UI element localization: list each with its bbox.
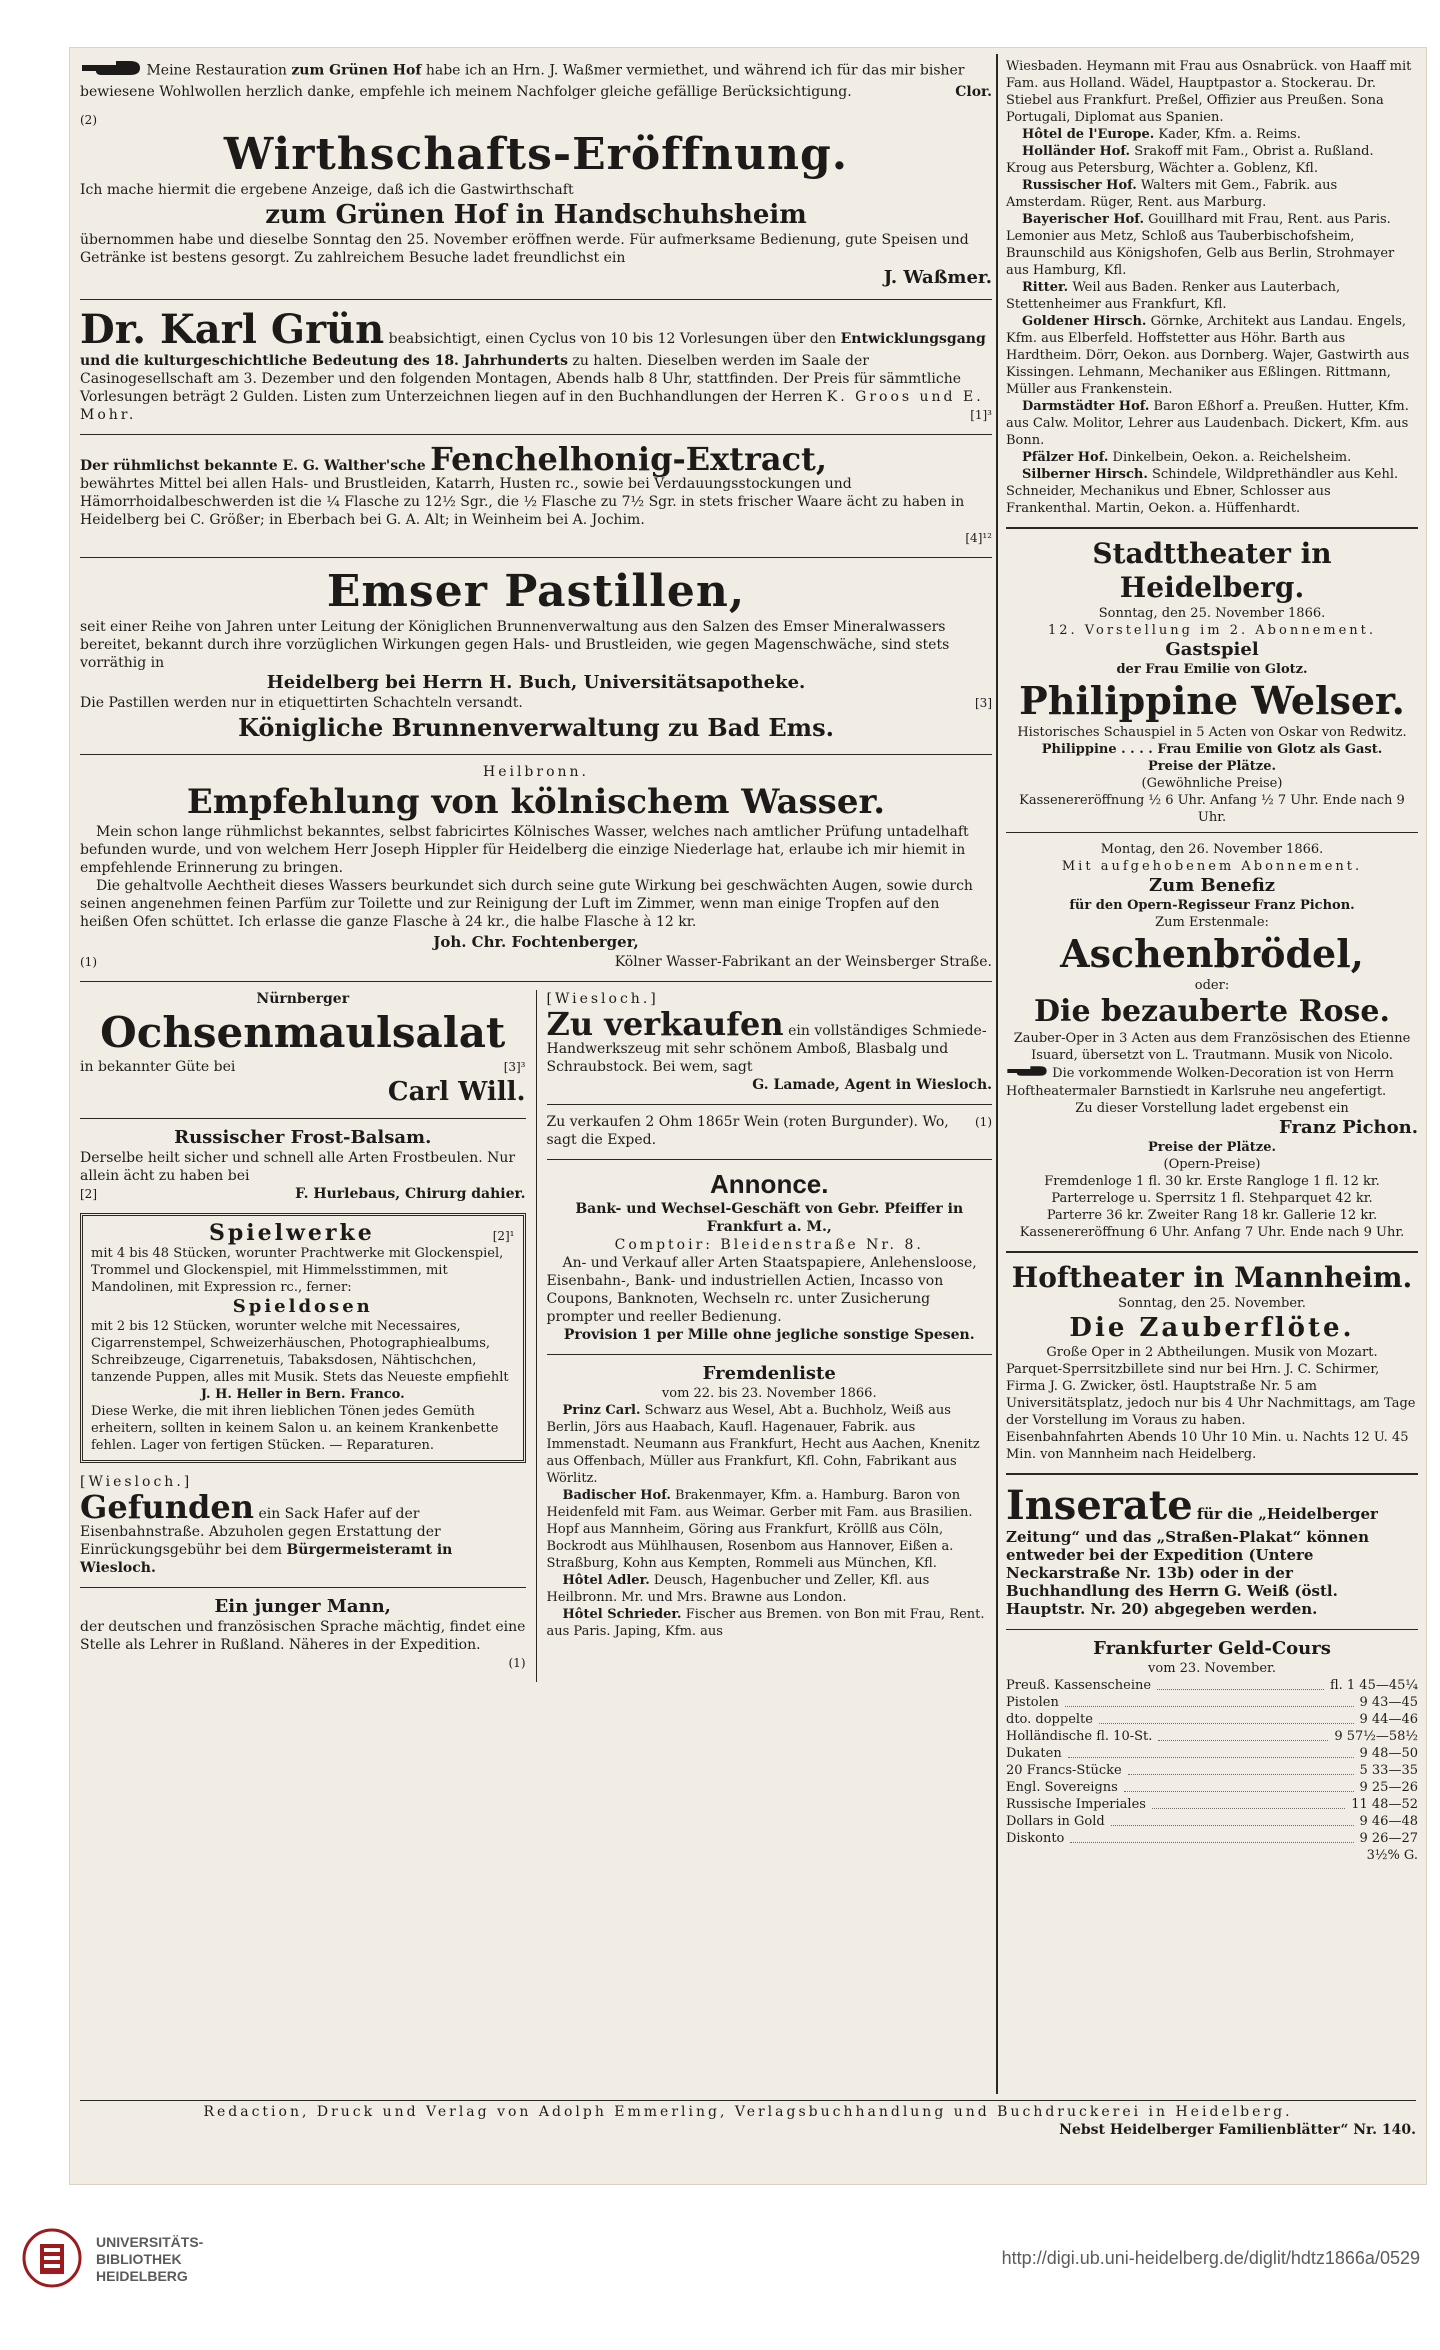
spielwerke-title: Spielwerke xyxy=(208,1220,375,1246)
university-library-logo[interactable] xyxy=(22,2228,82,2288)
frost-body: Derselbe heilt sicher und schnell alle Arten Frostbeulen. Nur allein ächt zu haben bei xyxy=(80,1150,516,1184)
hotel-guests: Dinkelbein, Oekon. a. Reichelsheim. xyxy=(1112,450,1352,465)
library-name xyxy=(96,2234,203,2285)
theater-play-2: Die bezauberte Rose. xyxy=(1034,994,1390,1029)
newspaper-page xyxy=(70,48,1426,2184)
cours-row xyxy=(1006,1830,1418,1847)
inserate-body: für die „Heidelberger Zeitung“ und das „Straßen-Plakat“ können entweder bei der Expedition (Untere Neckarstraße Nr. 13b) oder in der Buchhandlung des Herrn G. Weiß (östl. Hauptstr. Nr. 20) abgegeben werden. xyxy=(1006,1505,1378,1618)
spielwerke-seller: J. H. Heller in Bern. Franco. xyxy=(200,1387,405,1402)
cours-row xyxy=(1006,1694,1418,1711)
cours-row xyxy=(1006,1711,1418,1728)
hoftheater-play: Die Zauberflöte. xyxy=(1069,1313,1355,1343)
cours-label: Holländische fl. 10-St. xyxy=(1006,1729,1153,1744)
spielwerke-body-1: mit 4 bis 48 Stücken, worunter Prachtwerke mit Glockenspiel, Trommel und Glockenspiel, mit Himmelsstimmen, mit Mandolinen, mit Expression rc., ferner: xyxy=(91,1246,504,1295)
gefunden-title: Gefunden xyxy=(80,1488,254,1526)
hotel-name: Hôtel Adler. xyxy=(562,1573,650,1588)
cours-label: Diskonto xyxy=(1006,1831,1065,1846)
ad-tag: [2] xyxy=(80,1187,97,1201)
wirthschaft-title: Wirthschafts-Eröffnung. xyxy=(223,129,849,180)
fremdenliste-continued xyxy=(1006,58,1418,517)
separator xyxy=(1006,1473,1418,1475)
ad-tag: [3]³ xyxy=(503,1060,526,1074)
theater-invite: Zu dieser Vorstellung ladet ergebenst ein xyxy=(1075,1101,1349,1116)
frost-title: Russischer Frost-Balsam. xyxy=(174,1127,432,1148)
ad-restauration xyxy=(80,58,992,101)
ochsen-title: Ochsenmaulsalat xyxy=(100,1008,506,1057)
hotel-guests: Gouillhard mit Frau, Rent. aus Paris. Lemonier aus Metz, Schloß aus Tauberbischofsheim, Braunschild aus Königshofen, Gelb aus Berlin, Strohmayer aus Hamburg, Kfl. xyxy=(1006,212,1395,278)
ad-gefunden xyxy=(80,1473,526,1577)
annonce-body: An- und Verkauf aller Arten Staatspapiere, Anlehensloose, Eisenbahn-, Bank- und industriellen Actien, Incasso von Coupons, Banknoten, Wechseln rc. unter Zusicherung prompter und reeller Bedienung. xyxy=(546,1255,977,1325)
mann-title: Ein junger Mann, xyxy=(214,1596,391,1617)
library-line: BIBLIOTHEK xyxy=(96,2251,182,2267)
theater-play-desc: Zauber-Oper in 3 Acten aus dem Französischen des Etienne Isuard, übersetzt von L. Trautmann. Musik von Nicolo. xyxy=(1013,1031,1411,1063)
emser-body: seit einer Reihe von Jahren unter Leitung der Königlichen Brunnenverwaltung aus den Salzen des Emser Mineralwassers bereitet, bekannt durch ihre vorzüglichen Wirkungen gegen Hals- und Brustleiden, wie gegen Magenschwäche, sind stets vorräthig in xyxy=(80,619,950,671)
hoftheater-desc: Große Oper in 2 Abtheilungen. Musik von Mozart. xyxy=(1046,1345,1378,1360)
left-lower-b xyxy=(547,990,993,1682)
ad-karl-gruen xyxy=(80,308,992,424)
hotel-entry xyxy=(547,1572,993,1606)
gruen-text-2: zu halten. Dieselben werden im Saale der Casinogesellschaft am 3. Dezember und den folgenden Montagen, Abends halb 8 Uhr, stattfinden. Der Preis für sämmtliche Vorlesungen beträgt 2 Gulden. Listen zum Unterzeichnen liegen auf in den Buchhandlungen der Herren xyxy=(80,353,962,405)
fremden-title: Fremdenliste xyxy=(702,1363,836,1384)
cours-value: 3½% G. xyxy=(1366,1848,1418,1863)
hotel-name: Prinz Carl. xyxy=(562,1403,641,1418)
hotel-entry xyxy=(1006,143,1418,177)
theater-first: Zum Erstenmale: xyxy=(1155,915,1269,930)
cours-label: Dollars in Gold xyxy=(1006,1814,1105,1829)
separator xyxy=(80,754,992,755)
imprint xyxy=(80,2100,1416,2139)
cours-value: 9 25—26 xyxy=(1359,1780,1418,1795)
theater-times: Kassenereröffnung ½ 6 Uhr. Anfang ½ 7 Uhr. Ende nach 9 Uhr. xyxy=(1019,793,1405,825)
hotel-entry xyxy=(1006,398,1418,449)
hotel-name: Hôtel Schrieder. xyxy=(562,1607,682,1622)
hotel-entry xyxy=(1006,211,1418,279)
cours-value: fl. 1 45—45¼ xyxy=(1329,1678,1418,1693)
theater-cast: Philippine . . . . Frau Emilie von Glotz als Gast. xyxy=(1041,742,1383,757)
hotel-guests: Schindele, Wildprethändler aus Kehl. Schneider, Mechanikus und Ebner, Schlosser aus Frankenthal. Martin, Oekon. a. Hüffenhardt. xyxy=(1006,467,1399,516)
hoftheater-title: Hoftheater in Mannheim. xyxy=(1011,1261,1413,1294)
theater-play: Aschenbrödel, xyxy=(1060,931,1364,976)
fremden-date: vom 22. bis 23. November 1866. xyxy=(661,1386,877,1401)
hotel-guests: Deusch, Hagenbucher und Zeller, Kfl. aus Heilbronn. Mr. und Mrs. Brawne aus London. xyxy=(546,1573,930,1605)
koelnisch-signature: Joh. Chr. Fochtenberger, xyxy=(433,933,639,951)
ad-zu-verkaufen xyxy=(547,990,993,1094)
ad-tag: [4]¹² xyxy=(965,531,992,545)
cours-value: 9 46—48 xyxy=(1359,1814,1418,1829)
gruen-shops: K. Groos und E. Mohr. xyxy=(80,389,984,423)
hotel-entry xyxy=(1006,449,1418,466)
theater-price-title: Preise der Plätze. xyxy=(1147,1140,1276,1155)
spielwerke-subtitle: Spieldosen xyxy=(232,1296,373,1317)
theater-or: oder: xyxy=(1194,978,1230,993)
theater-price-sub: (Gewöhnliche Preise) xyxy=(1141,776,1283,791)
cours-row xyxy=(1006,1677,1418,1694)
theater-times: Kassenereröffnung 6 Uhr. Anfang 7 Uhr. Ende nach 9 Uhr. xyxy=(1019,1225,1405,1240)
hotel-guests: Weil aus Baden. Renker aus Lauterbach, Stettenheimer aus Frankfurt, Kfl. xyxy=(1006,280,1341,312)
cours-label: Russische Imperiales xyxy=(1006,1797,1146,1812)
gruen-text-1: beabsichtigt, einen Cyclus von 10 bis 12 Vorlesungen über den xyxy=(388,331,837,347)
ad-wein xyxy=(547,1113,993,1149)
wirthschaft-name: zum Grünen Hof in Handschuhsheim xyxy=(265,200,807,230)
hotel-guests: Kader, Kfm. a. Reims. xyxy=(1158,127,1301,142)
cours-row xyxy=(1006,1847,1418,1864)
cours-label: Preuß. Kassenscheine xyxy=(1006,1678,1152,1693)
gefunden-place: [Wiesloch.] xyxy=(80,1474,193,1490)
separator xyxy=(1006,1251,1418,1253)
pointing-hand-icon xyxy=(1006,1064,1048,1083)
hotel-name: Holländer Hof. xyxy=(1022,144,1131,159)
theater-host: Franz Pichon. xyxy=(1279,1117,1418,1138)
cours-row xyxy=(1006,1813,1418,1830)
theater-note: Die vorkommende Wolken-Decoration ist von Herrn Hoftheatermaler Barnstiedt in Karlsruhe neu angefertigt. xyxy=(1006,1066,1394,1099)
hotel-name: Bayerischer Hof. xyxy=(1022,212,1144,227)
separator xyxy=(80,1118,526,1119)
hoftheater-date: Sonntag, den 25. November. xyxy=(1118,1296,1306,1311)
theater-abo: 12. Vorstellung im 2. Abonnement. xyxy=(1047,623,1377,638)
koelnisch-body-1: Mein schon lange rühmlichst bekanntes, selbst fabricirtes Kölnisches Wasser, welches nach amtlicher Prüfung untadelhaft befunden wurde, und von welchem Herr Joseph Hippler für Heidelberg die einzige Niederlage hat, erlaube ich mir hiemit in empfehlende Erinnerung zu bringen. xyxy=(80,824,969,876)
theater-price-sub: (Opern-Preise) xyxy=(1163,1157,1261,1172)
hotel-entry xyxy=(1006,279,1418,313)
column-divider xyxy=(996,54,998,2094)
hotel-guests: Srakoff mit Fam., Obrist a. Rußland. Kroug aus Petersburg, Wächter a. Goblenz, Kfl. xyxy=(1006,144,1374,176)
emser-note: Die Pastillen werden nur in etiquettirten Schachteln versandt. xyxy=(80,695,523,711)
right-column xyxy=(1006,58,1418,1874)
inserate-title: Inserate xyxy=(1006,1482,1193,1529)
separator xyxy=(80,1587,526,1588)
hotel-entry xyxy=(1006,313,1418,398)
hoftheater xyxy=(1006,1261,1418,1463)
separator xyxy=(80,981,992,982)
geld-cours xyxy=(1006,1638,1418,1864)
column-divider xyxy=(536,990,537,1682)
cours-value: 9 43—45 xyxy=(1359,1695,1418,1710)
cours-label: dto. doppelte xyxy=(1006,1712,1093,1727)
fremden-intro: Wiesbaden. Heymann mit Frau aus Osnabrück. von Haaff mit Fam. aus Holland. Wädel, Hauptpastor a. Stockerau. Dr. Stiebel aus Frankfurt. Preßel, Offizier aus Preußen. Sona Portugali, Diplomat aus Spanien. xyxy=(1006,59,1412,125)
theater-date: Sonntag, den 25. November 1866. xyxy=(1098,606,1326,621)
ad-tag: [2]¹ xyxy=(492,1229,515,1243)
hotel-guests: Brakenmayer, Kfm. a. Hamburg. Baron von Heidenfeld mit Fam. aus Weimar. Gerber mit Fam. aus Brasilien. Hopf aus Mannheim, Göring aus Frankfurt, Kröllß aus Cöln, Bockrodt aus Mühlhausen, Rosenbom aus Hannover, Eißen a. Straßburg, Kohn aus Kempten, Rommeli aus München, Kfl. xyxy=(546,1488,973,1571)
separator xyxy=(547,1159,993,1160)
emser-shop: Heidelberg bei Herrn H. Buch, Universitätsapotheke. xyxy=(266,672,806,693)
hotel-entry xyxy=(1006,126,1418,143)
separator xyxy=(1006,1629,1418,1630)
ad-koelnisch-wasser xyxy=(80,763,992,971)
emser-footer: Königliche Brunnenverwaltung zu Bad Ems. xyxy=(238,713,834,742)
gefunden-body: ein Sack Hafer auf der Eisenbahnstraße. Abzuholen gegen Erstattung der Einrückungsgebühr bei dem xyxy=(80,1506,441,1558)
theater-benefit: Zum Benefiz xyxy=(1148,875,1276,896)
library-line: UNIVERSITÄTS- xyxy=(96,2234,204,2250)
hoftheater-tickets: Parquet-Sperrsitzbillete sind nur bei Hrn. J. C. Schirmer, Firma J. G. Zwicker, östl. Hauptstraße Nr. 5 am Universitätsplatz, jedoch nur bis 4 Uhr Nachmittags, am Tage der Vorstellung im Voraus zu haben. xyxy=(1006,1362,1416,1428)
theater-play: Philippine Welser. xyxy=(1019,678,1405,723)
gruen-subject: Entwicklungsgang und die kulturgeschichtliche Bedeutung des 18. Jahrhunderts xyxy=(80,331,986,369)
ad-emser-pastillen xyxy=(80,566,992,744)
cours-label: 20 Francs-Stücke xyxy=(1006,1763,1122,1778)
cours-value: 9 57½—58½ xyxy=(1334,1729,1418,1744)
imprint-line: Redaction, Druck und Verlag von Adolph Emmerling, Verlagsbuchhandlung und Buchdruckerei in Heidelberg. xyxy=(80,2100,1416,2121)
hotel-guests: Fischer aus Bremen. von Bon mit Frau, Rent. aus Paris. Japing, Kfm. aus xyxy=(546,1607,985,1639)
theater-price-line: Parterre 36 kr. Zweiter Rang 18 kr. Gallerie 12 kr. xyxy=(1046,1208,1378,1223)
cours-label: Dukaten xyxy=(1006,1746,1062,1761)
hotel-name: Goldener Hirsch. xyxy=(1022,314,1147,329)
cours-value: 9 26—27 xyxy=(1359,1831,1418,1846)
ad-ochsenmaulsalat xyxy=(80,990,526,1108)
fenchel-body: bewährtes Mittel bei allen Hals- und Brustleiden, Katarrh, Husten rc., sowie bei Verdauungsstockungen und Hämorrhoidalbeschwerden ist die ¼ Flasche zu 12½ Sgr., die ½ Flasche zu 7½ Sgr. in stets frischer Waare ächt zu haben in Heidelberg bei C. Größer; in Eberbach bei G. A. Alt; in Weinheim bei A. Jochim. xyxy=(80,476,965,528)
theater-abo: Mit aufgehobenem Abonnement. xyxy=(1061,859,1363,874)
separator xyxy=(80,299,992,300)
hotel-entry xyxy=(1006,177,1418,211)
frost-seller: F. Hurlebaus, Chirurg dahier. xyxy=(295,1186,526,1202)
ochsen-text: in bekannter Güte bei xyxy=(80,1059,236,1075)
hotel-guests: Walters mit Gem., Fabrik. aus Amsterdam. Rüger, Rent. aus Marburg. xyxy=(1006,178,1338,210)
separator xyxy=(1006,527,1418,529)
theater-benefit-for: für den Opern-Regisseur Franz Pichon. xyxy=(1069,898,1355,913)
ad-tag: (2) xyxy=(80,113,97,127)
hotel-name: Badischer Hof. xyxy=(562,1488,671,1503)
koelnisch-body-2: Die gehaltvolle Aechtheit dieses Wassers beurkundet sich durch seine gute Wirkung bei geschwächten Augen, sowie durch seinen angenehmen feinen Parfüm zur Toilette und zur Reinigung der Luft im Zimmer, wenn man einige Tropfen auf den heißen Ofen schüttet. Ich erlasse die ganze Flasche à 24 kr., die halbe Flasche à 12 kr. xyxy=(80,878,973,930)
separator xyxy=(80,557,992,558)
hotel-entry xyxy=(1006,466,1418,517)
fremdenliste xyxy=(547,1363,993,1640)
hotel-name: Ritter. xyxy=(1022,280,1069,295)
wirthschaft-body: übernommen habe und dieselbe Sonntag den 25. November eröffnen werde. Für aufmerksame Bedienung, gute Speisen und Getränke ist bestens gesorgt. Zu zahlreichem Besuche ladet freundlichst ein xyxy=(80,232,969,266)
cours-value: 11 48—52 xyxy=(1351,1797,1418,1812)
cours-value: 9 44—46 xyxy=(1359,1712,1418,1727)
fenchel-intro: Der rühmlichst bekannte E. G. Walther'sche xyxy=(80,458,426,474)
cours-row xyxy=(1006,1779,1418,1796)
ad-tag: (1) xyxy=(975,1115,992,1129)
hotel-name: Pfälzer Hof. xyxy=(1022,450,1109,465)
ad-frost-balsam xyxy=(80,1127,526,1203)
verkaufen-agent: G. Lamade, Agent in Wiesloch. xyxy=(752,1077,992,1093)
hotel-name: Russischer Hof. xyxy=(1022,178,1137,193)
ad-tag: [1]³ xyxy=(970,408,992,422)
cours-label: Engl. Sovereigns xyxy=(1006,1780,1118,1795)
hotel-entry xyxy=(547,1606,993,1640)
hoftheater-rail: Eisenbahnfahrten Abends 10 Uhr 10 Min. u. Nachts 12 U. 45 Min. von Mannheim nach Heidelberg. xyxy=(1006,1430,1409,1462)
left-lower-a xyxy=(80,990,526,1682)
theater-price-title: Preise der Plätze. xyxy=(1147,759,1276,774)
theater-play-desc: Historisches Schauspiel in 5 Acten von Oskar von Redwitz. xyxy=(1017,725,1407,740)
separator xyxy=(1006,832,1418,833)
hotel-entry xyxy=(547,1487,993,1572)
ochsen-seller: Carl Will. xyxy=(387,1077,526,1107)
cours-value: 9 48—50 xyxy=(1359,1746,1418,1761)
ad-tag: (1) xyxy=(508,1656,526,1670)
restauration-signature: Clor. xyxy=(955,84,992,100)
annonce-title: Annonce. xyxy=(710,1169,829,1199)
wirthschaft-signature: J. Waßmer. xyxy=(883,267,992,288)
theater-price-line: Fremdenloge 1 fl. 30 kr. Erste Rangloge 1 fl. 12 kr. xyxy=(1044,1174,1380,1189)
document-url[interactable]: http://digi.ub.uni-heidelberg.de/diglit/hdtz1866a/0529 xyxy=(1001,2248,1420,2268)
gefunden-office: Bürgermeisteramt in Wiesloch. xyxy=(80,1542,453,1576)
left-column xyxy=(80,58,992,1682)
cours-label: Pistolen xyxy=(1006,1695,1059,1710)
imprint-supplement: Nebst Heidelberger Familienblätter“ Nr. 140. xyxy=(1059,2122,1416,2138)
koelnisch-place: Heilbronn. xyxy=(482,764,589,780)
ad-tag: (1) xyxy=(80,955,97,969)
restauration-text-2: habe ich an Hrn. J. Waßmer vermiethet, und während ich für das mir bisher bewiesene Wohlwollen herzlich danke, empfehle ich meinem Nachfolger gleiche gefällige Berücksichtigung. xyxy=(80,62,965,100)
hotel-name: Hôtel de l'Europe. xyxy=(1022,127,1155,142)
ochsen-place: Nürnberger xyxy=(256,991,350,1007)
cours-row xyxy=(1006,1745,1418,1762)
inserate xyxy=(1006,1483,1418,1619)
hotel-guests: Görnke, Architekt aus Landau. Engels, Kfm. aus Elberfeld. Hoffstetter aus Höhr. Barth aus Hardtheim. Dörr, Oekon. aus Dornberg. Wajer, Gastwirth aus Kissingen. Lehmann, Mechaniker aus Eßlingen. Rittmann, Müller aus Frankenstein. xyxy=(1006,314,1410,397)
hotel-name: Darmstädter Hof. xyxy=(1022,399,1150,414)
theater-guest-name: der Frau Emilie von Glotz. xyxy=(1116,662,1308,677)
verkaufen-body: ein vollständiges Schmiede-Handwerkszeug mit sehr schönem Amboß, Blasbalg und Schraubstock. Bei wem, sagt xyxy=(546,1023,987,1075)
fenchel-title: Fenchelhonig-Extract, xyxy=(430,440,827,478)
ad-tag: [3] xyxy=(975,696,992,710)
cours-value: 5 33—35 xyxy=(1359,1763,1418,1778)
ad-annonce xyxy=(547,1168,993,1344)
annonce-firm: Bank- und Wechsel-Geschäft von Gebr. Pfeiffer in Frankfurt a. M., xyxy=(575,1201,964,1235)
viewer-footer xyxy=(0,2212,1440,2312)
hotel-guests: Schwarz aus Wesel, Abt a. Buchholz, Weiß aus Berlin, Jörs aus Haabach, Kaufl. Hagenauer, Fabrik. aus Immenstadt. Neumann aus Frankfurt, Hecht aus Aachen, Knenitz aus Offenbach, Müller aus Frankfurt, Kfl. Cohn, Fabrikant aus Wörlitz. xyxy=(546,1403,980,1486)
restauration-name: zum Grünen Hof xyxy=(291,62,422,79)
verkaufen-place: [Wiesloch.] xyxy=(546,991,659,1007)
ad-fenchelhonig xyxy=(80,440,992,547)
annonce-provision: Provision 1 per Mille ohne jegliche sonstige Spesen. xyxy=(563,1327,975,1343)
mann-body: der deutschen und französischen Sprache mächtig, findet eine Stelle als Lehrer in Rußland. Näheres in der Expedition. xyxy=(80,1619,526,1653)
separator xyxy=(547,1104,993,1105)
theater-title: Stadttheater in Heidelberg. xyxy=(1092,537,1332,604)
annonce-office: Comptoir: Bleidenstraße Nr. 8. xyxy=(614,1237,924,1253)
restauration-text-1: Meine Restauration xyxy=(146,62,287,79)
theater-price-line: Parterreloge u. Sperrsitz 1 fl. Stehparquet 42 kr. xyxy=(1051,1191,1373,1206)
separator xyxy=(547,1354,993,1355)
spielwerke-body-3: Diese Werke, die mit ihren lieblichen Tönen jedes Gemüth erheitern, sollten in keinem Salon u. an keinem Krankenbette fehlen. Lager von fertigen Stücken. — Reparaturen. xyxy=(91,1404,499,1453)
hotel-entry xyxy=(547,1402,993,1487)
separator xyxy=(80,434,992,435)
theater-date: Montag, den 26. November 1866. xyxy=(1100,842,1324,857)
hotel-name: Silberner Hirsch. xyxy=(1022,467,1148,482)
cours-date: vom 23. November. xyxy=(1148,1661,1276,1676)
spielwerke-body-2: mit 2 bis 12 Stücken, worunter welche mit Necessaires, Cigarrenstempel, Schweizerhäuschen, Photographiealbums, Schreibzeuge, Cigarrenetuis, Tabaksdosen, Nähtischchen, tanzende Puppen, alles mit Musik. Stets das Neueste empfiehlt xyxy=(91,1319,509,1385)
pointing-hand-icon xyxy=(80,58,142,83)
hotel-guests: Baron Eßhorf a. Preußen. Hutter, Kfm. aus Calw. Molitor, Lehrer aus Laudenbach. Dickert, Kfm. aus Bonn. xyxy=(1006,399,1409,448)
cours-title: Frankfurter Geld-Cours xyxy=(1093,1638,1331,1659)
ad-wirthschaft xyxy=(80,111,992,289)
gruen-name: Dr. Karl Grün xyxy=(80,306,385,353)
wein-text: Zu verkaufen 2 Ohm 1865r Wein (roten Burgunder). Wo, sagt die Exped. xyxy=(546,1114,949,1148)
cours-row xyxy=(1006,1762,1418,1779)
ad-spielwerke xyxy=(80,1213,526,1463)
stadttheater xyxy=(1006,537,1418,1241)
left-lower-split xyxy=(80,990,992,1682)
wirthschaft-line: Ich mache hiermit die ergebene Anzeige, daß ich die Gastwirthschaft xyxy=(80,182,574,198)
koelnisch-firm: Kölner Wasser-Fabrikant an der Weinsberger Straße. xyxy=(614,954,992,970)
ad-junger-mann xyxy=(80,1596,526,1672)
emser-title: Emser Pastillen, xyxy=(326,566,746,617)
library-line: HEIDELBERG xyxy=(96,2268,188,2284)
cours-row xyxy=(1006,1796,1418,1813)
cours-row xyxy=(1006,1728,1418,1745)
verkaufen-title: Zu verkaufen xyxy=(546,1005,784,1043)
koelnisch-title: Empfehlung von kölnischem Wasser. xyxy=(186,782,886,822)
theater-guest: Gastspiel xyxy=(1165,639,1259,660)
